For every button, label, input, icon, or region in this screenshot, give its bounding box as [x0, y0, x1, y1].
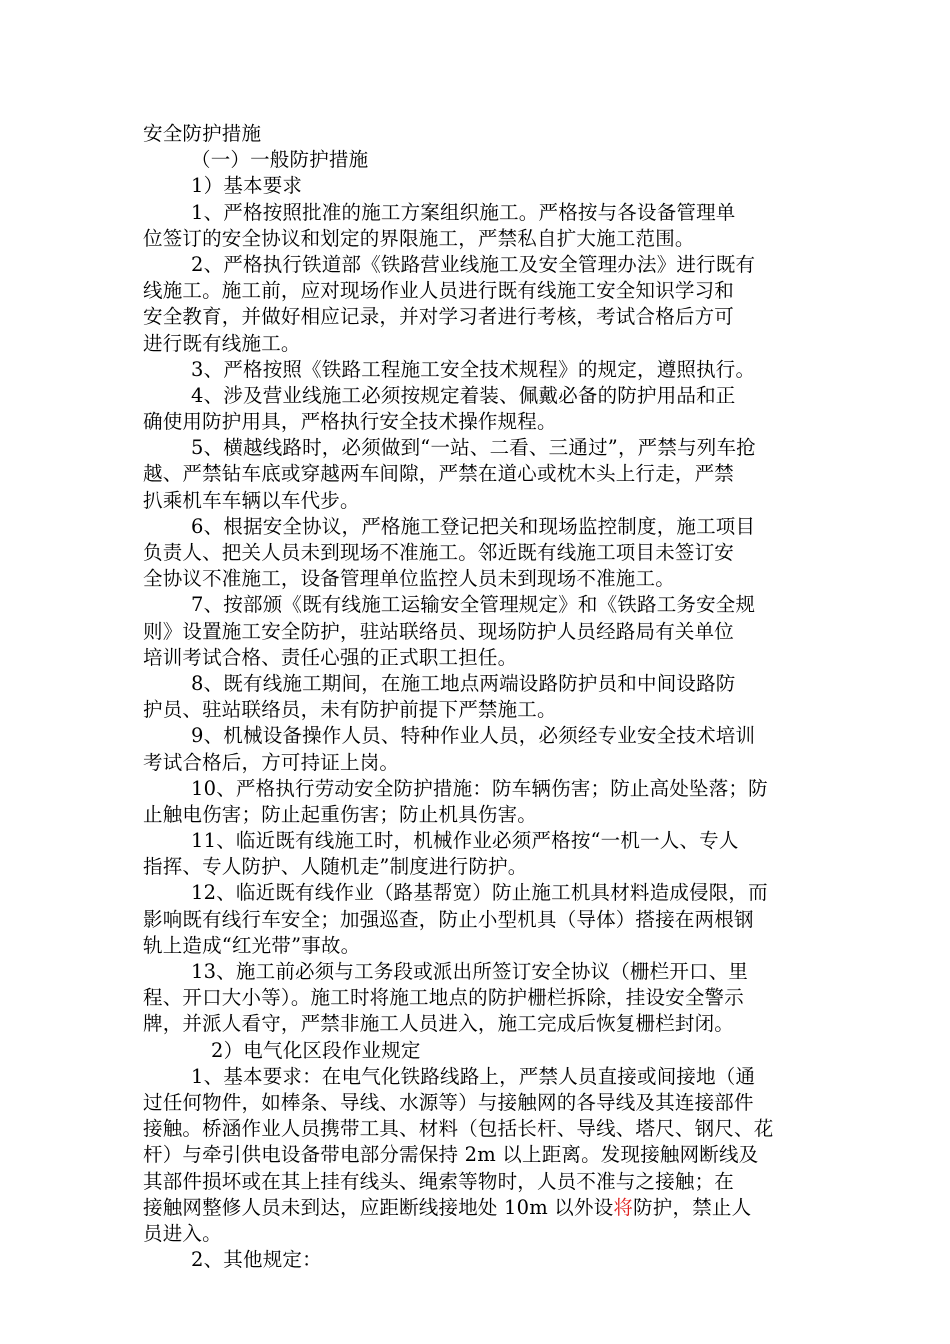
- paragraph-line: 杆）与牵引供电设备带电部分需保持 2m 以上距离。发现接触网断线及: [143, 1143, 759, 1167]
- paragraph-line: 员进入。: [143, 1221, 222, 1245]
- paragraph-line: 程、开口大小等）。施工时将施工地点的防护栅栏拆除，挂设安全警示: [143, 986, 744, 1010]
- list-item-other-rules: 2、其他规定：: [191, 1248, 322, 1272]
- paragraph-line: 指挥、专人防护、人随机走”制度进行防护。: [143, 855, 528, 879]
- subsection-heading-basic-requirements: 1）基本要求: [191, 174, 303, 198]
- paragraph-line: 5、横越线路时，必须做到“一站、二看、三通过”，严禁与列车抢: [191, 436, 756, 460]
- paragraph-line: 9、机械设备操作人员、特种作业人员，必须经专业安全技术培训: [191, 724, 756, 748]
- paragraph-line: 考试合格后，方可持证上岗。: [143, 750, 400, 774]
- paragraph-line: 4、涉及营业线施工必须按规定着装、佩戴必备的防护用品和正: [191, 383, 736, 407]
- paragraph-line: 护员、驻站联络员，未有防护前提下严禁施工。: [143, 698, 557, 722]
- paragraph-line: 牌，并派人看守，严禁非施工人员进入，施工完成后恢复栅栏封闭。: [143, 1012, 735, 1036]
- paragraph-line: 7、按部颁《既有线施工运输安全管理规定》和《铁路工务安全规: [191, 593, 756, 617]
- paragraph-line: 过任何物件，如棒条、导线、水源等）与接触网的各导线及其连接部件: [143, 1090, 754, 1114]
- paragraph-line: 接触。桥涵作业人员携带工具、材料（包括长杆、导线、塔尺、钢尺、花: [143, 1117, 774, 1141]
- paragraph-line: 位签订的安全协议和划定的界限施工，严禁私自扩大施工范围。: [143, 226, 695, 250]
- subsection-heading-electrified-section: 2）电气化区段作业规定: [211, 1038, 421, 1062]
- paragraph-line: 13、施工前必须与工务段或派出所签订安全协议（栅栏开口、里: [191, 960, 749, 983]
- paragraph-segment: 防护，禁止人: [633, 1195, 752, 1219]
- paragraph-line: 培训考试合格、责任心强的正式职工担任。: [143, 645, 518, 669]
- paragraph-line: 止触电伤害；防止起重伤害；防止机具伤害。: [143, 802, 538, 826]
- paragraph-line: 越、严禁钻车底或穿越两车间隙，严禁在道心或枕木头上行走，严禁: [143, 462, 735, 486]
- paragraph-line: 12、临近既有线作业（路基帮宽）防止施工机具材料造成侵限，而: [191, 881, 768, 905]
- paragraph-line: 负责人、把关人员未到现场不准施工。邻近既有线施工项目未签订安: [143, 541, 735, 564]
- paragraph-line: 线施工。施工前，应对现场作业人员进行既有线施工安全知识学习和: [143, 279, 735, 303]
- paragraph-segment: 接触网整修人员未到达，应距断线接地处 10m 以外设: [143, 1195, 614, 1219]
- paragraph-line: 2、严格执行铁道部《铁路营业线施工及安全管理办法》进行既有: [191, 252, 756, 276]
- paragraph-line: 8、既有线施工期间，在施工地点两端设路防护员和中间设路防: [191, 671, 736, 695]
- paragraph-line: 1、严格按照批准的施工方案组织施工。严格按与各设备管理单: [191, 200, 736, 224]
- paragraph-line: 安全教育，并做好相应记录，并对学习者进行考核，考试合格后方可: [143, 305, 735, 329]
- paragraph-line: 全协议不准施工，设备管理单位监控人员未到现场不准施工。: [143, 567, 675, 591]
- document-body: [143, 121, 813, 1273]
- paragraph-line: 进行既有线施工。: [143, 331, 301, 355]
- paragraph-line: 1、基本要求：在电气化铁路线路上，严禁人员直接或间接地（通: [191, 1064, 756, 1088]
- paragraph-line: 10、严格执行劳动安全防护措施：防车辆伤害；防止高处坠落；防: [191, 776, 768, 800]
- section-heading-general-protection: （一）一般防护措施: [191, 148, 369, 172]
- paragraph-line: 则》设置施工安全防护，驻站联络员、现场防护人员经路局有关单位: [143, 619, 735, 643]
- paragraph-line: 轨上造成“红光带”事故。: [143, 933, 361, 957]
- highlighted-character: 将: [613, 1195, 634, 1219]
- paragraph-line: 3、严格按照《铁路工程施工安全技术规程》的规定，遵照执行。: [191, 357, 756, 381]
- paragraph-line: 扒乘机车车辆以车代步。: [143, 488, 360, 512]
- paragraph-line: 确使用防护用具，严格执行安全技术操作规程。: [143, 410, 557, 434]
- paragraph-line: 其部件损坏或在其上挂有线头、绳索等物时，人员不准与之接触；在: [143, 1169, 735, 1193]
- paragraph-line: 影响既有线行车安全；加强巡查，防止小型机具（导体）搭接在两根钢: [143, 907, 754, 931]
- paragraph-line-with-highlight: [143, 1195, 813, 1221]
- paragraph-line: 11、临近既有线施工时，机械作业必须严格按“一机一人、专人: [191, 829, 739, 853]
- document-title: 安全防护措施: [143, 122, 262, 145]
- paragraph-line: 6、根据安全协议，严格施工登记把关和现场监控制度，施工项目: [191, 514, 756, 538]
